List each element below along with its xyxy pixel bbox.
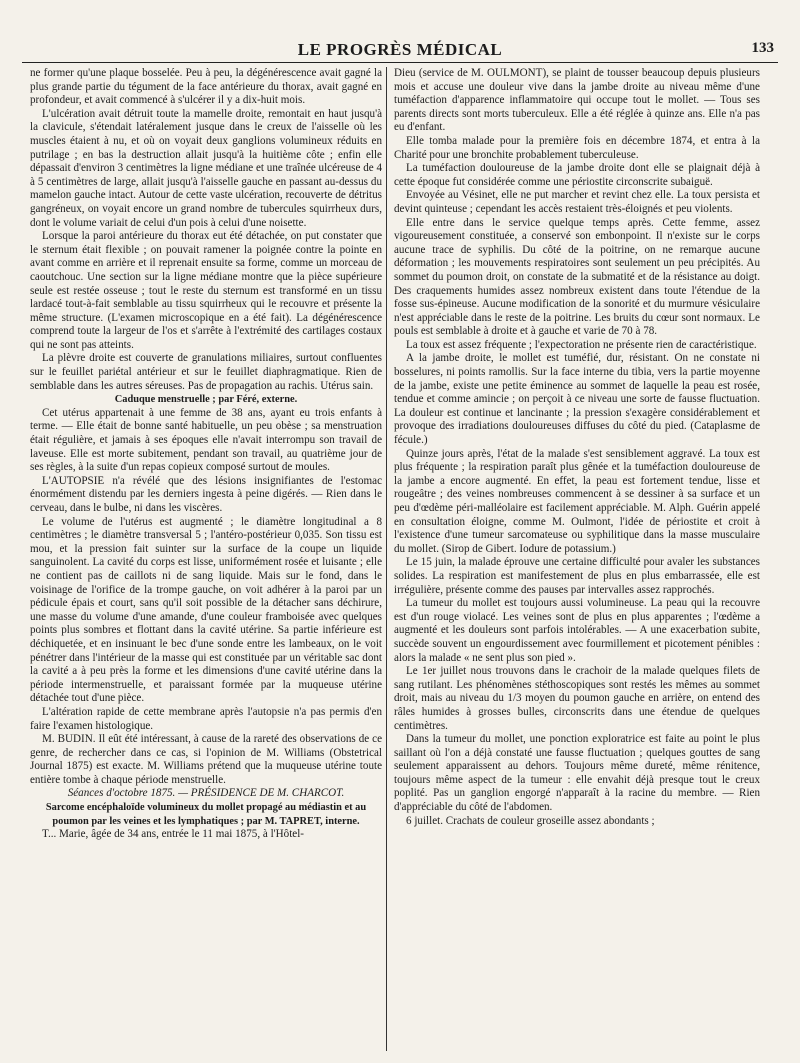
section-subheading: Caduque menstruelle ; par Féré, externe. xyxy=(114,394,298,406)
paragraph: 6 juillet. Crachats de couleur groseille assez abondants ; xyxy=(406,814,655,827)
paragraph: Envoyée au Vésinet, elle ne put marcher et revint chez elle. La toux persista et devint quinteuse ; cependant les accès restaient très-éloignés et peu violents. xyxy=(394,189,760,215)
paragraph: Cet utérus appartenait à une femme de 38 ans, ayant eu trois enfants à terme. — Elle était de bonne santé habituelle, un peu obèse ; sa menstruation était régulière, et jamais à ses époques elle n'avait interrompu son travail de laveuse. Elle est morte subitement, pendant son travail, au quatrième jour de ses règles, à la suite d'un repas copieux composé surtout de moules. xyxy=(30,406,382,474)
paragraph: Elle tomba malade pour la première fois en décembre 1874, et entra à la Charité pour une bronchite probablement tuberculeuse. xyxy=(394,134,760,161)
paragraph: Quinze jours après, l'état de la malade s'est sensiblement aggravé. La toux est plus fréquente ; la respiration paraît plus gênée et la tuméfaction douloureuse de la jambe a encore augmenté. En effet, la peau est fortement tendue, lisse et rougeâtre ; des veines nombreuses commencent à se dessiner à sa surface et un peu d'œdème péri-malléolaire est facilement appréciable. M. Alph. Guérin appelé en consultation éloigne, comme M. Oulmont, l'idée de périostite et croit à l'existence d'une tumeur sarcomateuse ou syphilitique dans la masse musculaire du mollet. (Sirop de Gibert. Iodure de potassium.) xyxy=(394,447,760,555)
paragraph: T... Marie, âgée de 34 ans, entrée le 11 mai 1875, à l'Hôtel- xyxy=(42,828,304,841)
left-column xyxy=(30,67,382,1057)
header-rule xyxy=(22,62,778,63)
paragraph: Le 1er juillet nous trouvons dans le crachoir de la malade quelques filets de sang rutilant. Les phénomènes stéthoscopiques sont restés les mêmes au sommet droit, mais au niveau du 1/3 moyen du poumon gauche en arrière, on entend des râles humides à grosses bulles, circonscrits dans une étendue de quelques centimètres. xyxy=(394,665,760,732)
paragraph: Le volume de l'utérus est augmenté ; le diamètre longitudinal a 8 centimètres ; le diamètre transversal 5 ; l'antéro-postérieur 0,035. Son tissu est mou, et la pression fait suinter sur la surface de la coupe un liquide sanguinolent. La cavité du corps est lisse, uniformément rosée et luisante ; elle ne contient pas de caillots ni de sang liquide. Mais sur le fond, dans le voisinage de l'orifice de la trompe gauche, on voit adhérer à la paroi par un pédicule épais et court, sans qu'il soit possible de la détacher sans déchirure, une masse du volume d'une amande, d'une couleur framboisée avec quelques points plus sombres et flottant dans la cavité utérine. Sa partie inférieure est déchiquetée, et en insinuant le bec d'une sonde entre les lambeaux, on le voit pénétrer dans l'intérieur de la masse qui est constituée par un véritable sac dont la cavité a à peu près la forme et les dimensions d'une cavité utérine dans la période intermenstruelle, et paraissant formée par la muqueuse utérine détachée tout d'une pièce. xyxy=(30,515,382,705)
column-divider xyxy=(386,67,387,1051)
paragraph: L'ulcération avait détruit toute la mamelle droite, remontait en haut jusqu'à la clavicule, s'étendait latéralement jusque dans le creux de l'aisselle où les muscles étaient à nu, et où on voyait deux ganglions volumineux réduits en putrilage ; en bas la destruction allait jusqu'à la huitième côte ; enfin elle dépassait d'environ 3 centimètres la ligne médiane et une traînée ulcéreuse de 4 à 5 centimètres de large, allait jusqu'à l'aisselle gauche en passant au-dessus du mamelon gauche intact. Autour de cette vaste ulcération, recouverte de détritus gangréneux, on voyait encore un grand nombre de tubercules squirrheux durs, dont le volume variait de celui d'un pois à celui d'une noisette. xyxy=(30,107,382,229)
paragraph: Dieu (service de M. OULMONT), se plaint de tousser beaucoup depuis plusieurs mois et accuse une douleur vive dans la jambe droite au niveau même d'une tuméfaction d'apparence inflammatoire qui occupe tout le mollet. — Tous ses parents directs sont morts tuberculeux. Elle a été réglée à quinze ans. Elle n'a pas eu d'enfant. xyxy=(394,67,760,134)
paragraph: M. BUDIN. Il eût été intéressant, à cause de la rareté des observations de ce genre, de rechercher dans ce cas, si l'opinion de M. Williams (Obstetrical Journal 1875) est exacte. M. Williams prétend que la muqueuse utérine toute entière tombe à chaque période menstruelle. xyxy=(30,733,382,786)
paragraph: L'AUTOPSIE n'a révélé que des lésions insignifiantes de l'estomac énormément distendu par les derniers ingesta à peine digérés. — Rien dans le cerveau, dans le bulbe, ni dans les viscères. xyxy=(30,474,382,514)
paragraph: A la jambe droite, le mollet est tuméfié, dur, résistant. On ne constate ni bosselures, ni points ramollis. Sur la face interne du tibia, vers la partie moyenne de la jambe, existe une petite éminence au sommet de laquelle la peau est rosée, tendue et comme amincie ; on perçoit à ce niveau une sorte de fausse fluctuation. La douleur est continue et lancinante ; la pression s'exagère considérablement et provoque des irradiations douloureuses diffuses du côté du pied. (Cataplasme de fécule.) xyxy=(394,352,760,447)
paragraph: La tumeur du mollet est toujours aussi volumineuse. La peau qui la recouvre est d'un rouge violacé. Les veines sont de plus en plus apparentes ; l'œdème a augmenté et les douleurs sont parfois intolérables. — A une exacerbation subite, succède souvent un engourdissement avec fourmillement et picotement pénibles : alors la malade « ne sent plus son pied ». xyxy=(394,597,760,664)
journal-title: LE PROGRÈS MÉDICAL xyxy=(297,40,503,59)
section-subheading: Sarcome encéphaloïde volumineux du mollet propagé au médiastin et au poumon par les veines et les lymphatiques ; par M. TAPRET, interne. xyxy=(45,802,367,827)
paragraph: Elle entre dans le service quelque temps après. Cette femme, assez vigoureusement constituée, a conservé son embonpoint. Il n'existe sur le corps aucune trace de syphilis. Du côté de la poitrine, on ne remarque aucune déformation ; les mouvements respiratoires sont seulement un peu précipités. Au sommet du poumon droit, on constate de la submatité et de la résistance au doigt. Des craquements humides assez nombreux existent dans toute l'étendue de la fosse sus-épineuse. Aucune modification de la sonorité et du murmure vésiculaire n'est appréciable dans le reste de la poitrine. Les bruits du cœur sont normaux. Le pouls est semblable à droite et à gauche et varie de 70 à 78. xyxy=(394,216,760,338)
page-header xyxy=(22,40,778,62)
paragraph: Lorsque la paroi antérieure du thorax eut été détachée, on put constater que le sternum était flexible ; on pouvait ramener la poignée contre la pointe en avant comme en arrière et il reprenait ensuite sa forme, comme un morceau de caoutchouc. Une section sur la ligne médiane montre que la pièce supérieure seule est restée osseuse ; tout le reste du sternum est transformé en un tissu lardacé tout-à-fait semblable au tissu squirrheux qui le recouvre et présente la même structure. (L'examen microscopique en a été fait). La dégénérescence comprend toute la largeur de l'os et s'arrête à l'extrémité des cartilages costaux qui ne sont pas atteints. xyxy=(30,230,382,351)
paragraph: L'altération rapide de cette membrane après l'autopsie n'a pas permis d'en faire l'examen histologique. xyxy=(30,705,382,732)
paragraph: Le 15 juin, la malade éprouve une certaine difficulté pour avaler les substances solides. La respiration est manifestement de plus en plus embarrassée, elle est irrégulière, présente comme des pauses par intervalles assez rapprochés. xyxy=(394,556,760,596)
paragraph: ne former qu'une plaque bosselée. Peu à peu, la dégénérescence avait gagné la plus grande partie du tégument de la face antérieure du thorax, avait gagné en profondeur, et avait commencé à s'ulcérer il y a dix-huit mois. xyxy=(30,67,382,107)
paragraph: La plèvre droite est couverte de granulations miliaires, surtout confluentes sur le feuillet pariétal antérieur et sur le feuillet diaphragmatique. Rien de semblable dans les autres séreuses. Pas de propagation au rachis. Utérus sain. xyxy=(30,352,382,392)
paragraph: La toux est assez fréquente ; l'expectoration ne présente rien de caractéristique. xyxy=(406,338,757,351)
paragraph: Dans la tumeur du mollet, une ponction exploratrice est faite au point le plus saillant où l'on a déjà constaté une fausse fluctuation ; quelques gouttes de sang seulement apparaissent au dehors. Toujours même dureté, même rénitence, toujours même aspect de la tumeur : elle envahit déjà presque tout le creux poplité. Pas un ganglion engorgé n'apparaît à la racine du membre. — Rien d'appréciable du côté de l'abdomen. xyxy=(394,733,760,814)
session-heading: Séances d'octobre 1875. — PRÉSIDENCE DE M. CHARCOT. xyxy=(67,787,345,800)
paragraph: La tuméfaction douloureuse de la jambe droite dont elle se plaignait déjà à cette époque fut considérée comme une périostite circonscrite subaiguë. xyxy=(394,162,760,188)
right-column xyxy=(394,67,760,1057)
page-number: 133 xyxy=(751,40,774,56)
